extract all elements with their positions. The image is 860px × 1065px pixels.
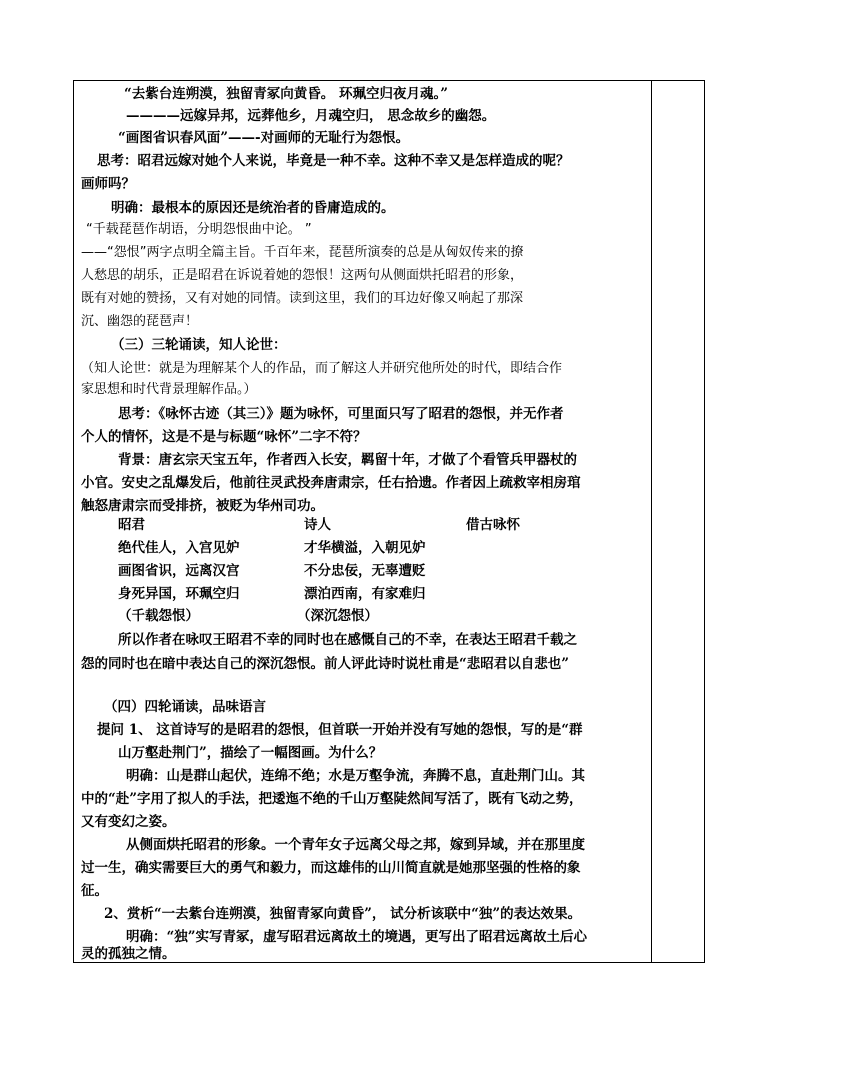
question-line: 画师吗？: [81, 176, 135, 192]
question-line: 思考：昭君远嫁对她个人来说，毕竟是一种不幸。这种不幸又是怎样造成的呢？: [97, 153, 570, 169]
background-line: 小官。安史之乱爆发后，他前往灵武投奔唐肃宗，任右拾遗。作者因上疏救宰相房琯: [81, 475, 581, 491]
comparison-cell: 才华横溢，入朝见妒: [304, 540, 426, 556]
question-line: 个人的情怀，这是不是与标题“咏怀”二字不符？: [81, 429, 367, 445]
answer-line: 又有变幻之姿。: [81, 814, 176, 830]
comparison-header: 借古咏怀: [466, 517, 520, 533]
answer-line: 中的“赴”字用了拟人的手法，把逶迤不绝的千山万壑陡然间写活了，既有飞动之势，: [81, 791, 583, 807]
comparison-header: 昭君: [118, 517, 145, 533]
body-line: （知人论世：就是为理解某个人的作品，而了解这人并研究他所处的时代，即结合作: [81, 361, 563, 376]
answer-line: 明确：山是群山起伏，连绵不绝；水是万壑争流，奔腾不息，直赴荆门山。其: [126, 768, 585, 784]
body-line: 既有对她的赞扬，又有对她的同情。读到这里，我们的耳边好像又响起了那深: [81, 291, 524, 306]
body-line: ——“怨恨”两字点明全篇主旨。千百年来，琵琶所演奏的总是从匈奴传来的撩: [81, 245, 524, 260]
comparison-cell: 画图省识，远离汉宫: [118, 563, 240, 579]
body-line: 人愁思的胡乐，正是昭君在诉说着她的怨恨！这两句从侧面烘托昭君的形象，: [81, 268, 524, 283]
answer-line: 征。: [81, 883, 108, 899]
comparison-cell: 绝代佳人，入宫见妒: [118, 540, 240, 556]
section-heading: （三）三轮诵读，知人论世：: [111, 337, 287, 353]
background-line: 触怒唐肃宗而受排挤，被贬为华州司功。: [81, 498, 324, 514]
question-line: 2、赏析“一去紫台连朔漠，独留青冢向黄昏”， 试分析该联中“独”的表达效果。: [104, 906, 582, 922]
comparison-cell: 身死异国，环珮空归: [118, 586, 240, 602]
conclusion-line: 所以作者在咏叹王昭君不幸的同时也在感慨自己的不幸，在表达王昭君千载之: [118, 632, 577, 648]
body-line: 沉、幽怨的琵琶声！: [81, 314, 199, 329]
answer-line: 过一生，确实需要巨大的勇气和毅力，而这雄伟的山川简直就是她那坚强的性格的象: [81, 860, 581, 876]
poem-quote-3: “千载琵琶作胡语，分明怨恨曲中论。 ”: [86, 222, 312, 237]
answer-line: 明确：最根本的原因还是统治者的昏庸造成的。: [111, 200, 395, 216]
answer-line: 从侧面烘托昭君的形象。一个青年女子远离父母之邦，嫁到异域，并在那里度: [126, 837, 585, 853]
comparison-cell: 漂泊西南，有家难归: [304, 586, 426, 602]
comparison-footer: （深沉怨恨）: [297, 608, 378, 624]
comparison-cell: 不分忠佞，无辜遭贬: [304, 563, 426, 579]
poem-quote-2: “画图省识春风面”——-对画师的无耻行为怨恨。: [118, 130, 410, 146]
body-line: 家思想和时代背景理解作品。）: [81, 382, 257, 397]
question-line: 提问 1、 这首诗写的是昭君的怨恨，但首联一开始并没有写她的怨恨，写的是“群: [97, 722, 583, 738]
comparison-header: 诗人: [304, 517, 331, 533]
question-line: 山万壑赴荆门”，描绘了一幅图画。为什么？: [118, 745, 383, 761]
comparison-footer: （千载怨恨）: [118, 608, 199, 624]
answer-line: 明确：“独”实写青冢，虚写昭君远离故土的境遇，更写出了昭君远离故土后心: [126, 929, 588, 945]
answer-line: 灵的孤独之情。: [81, 946, 176, 962]
question-line: 思考：《咏怀古迹（其三）》题为咏怀，可里面只写了昭君的怨恨，并无作者: [118, 406, 564, 422]
note-line: ————远嫁异邦，远葬他乡，月魂空归， 思念故乡的幽怨。: [126, 108, 496, 124]
table-column-divider: [651, 80, 652, 963]
background-line: 背景：唐玄宗天宝五年，作者西入长安，羁留十年，才做了个看管兵甲器杖的: [118, 452, 577, 468]
poem-quote-1: “去紫台连朔漠，独留青冢向黄昏。 环珮空归夜月魂。”: [124, 86, 448, 102]
section-heading: （四）四轮诵读，品味语言: [104, 699, 266, 715]
conclusion-line: 怨的同时也在暗中表达自己的深沉怨恨。前人评此诗时说杜甫是“悲昭君以自悲也”: [81, 656, 570, 672]
